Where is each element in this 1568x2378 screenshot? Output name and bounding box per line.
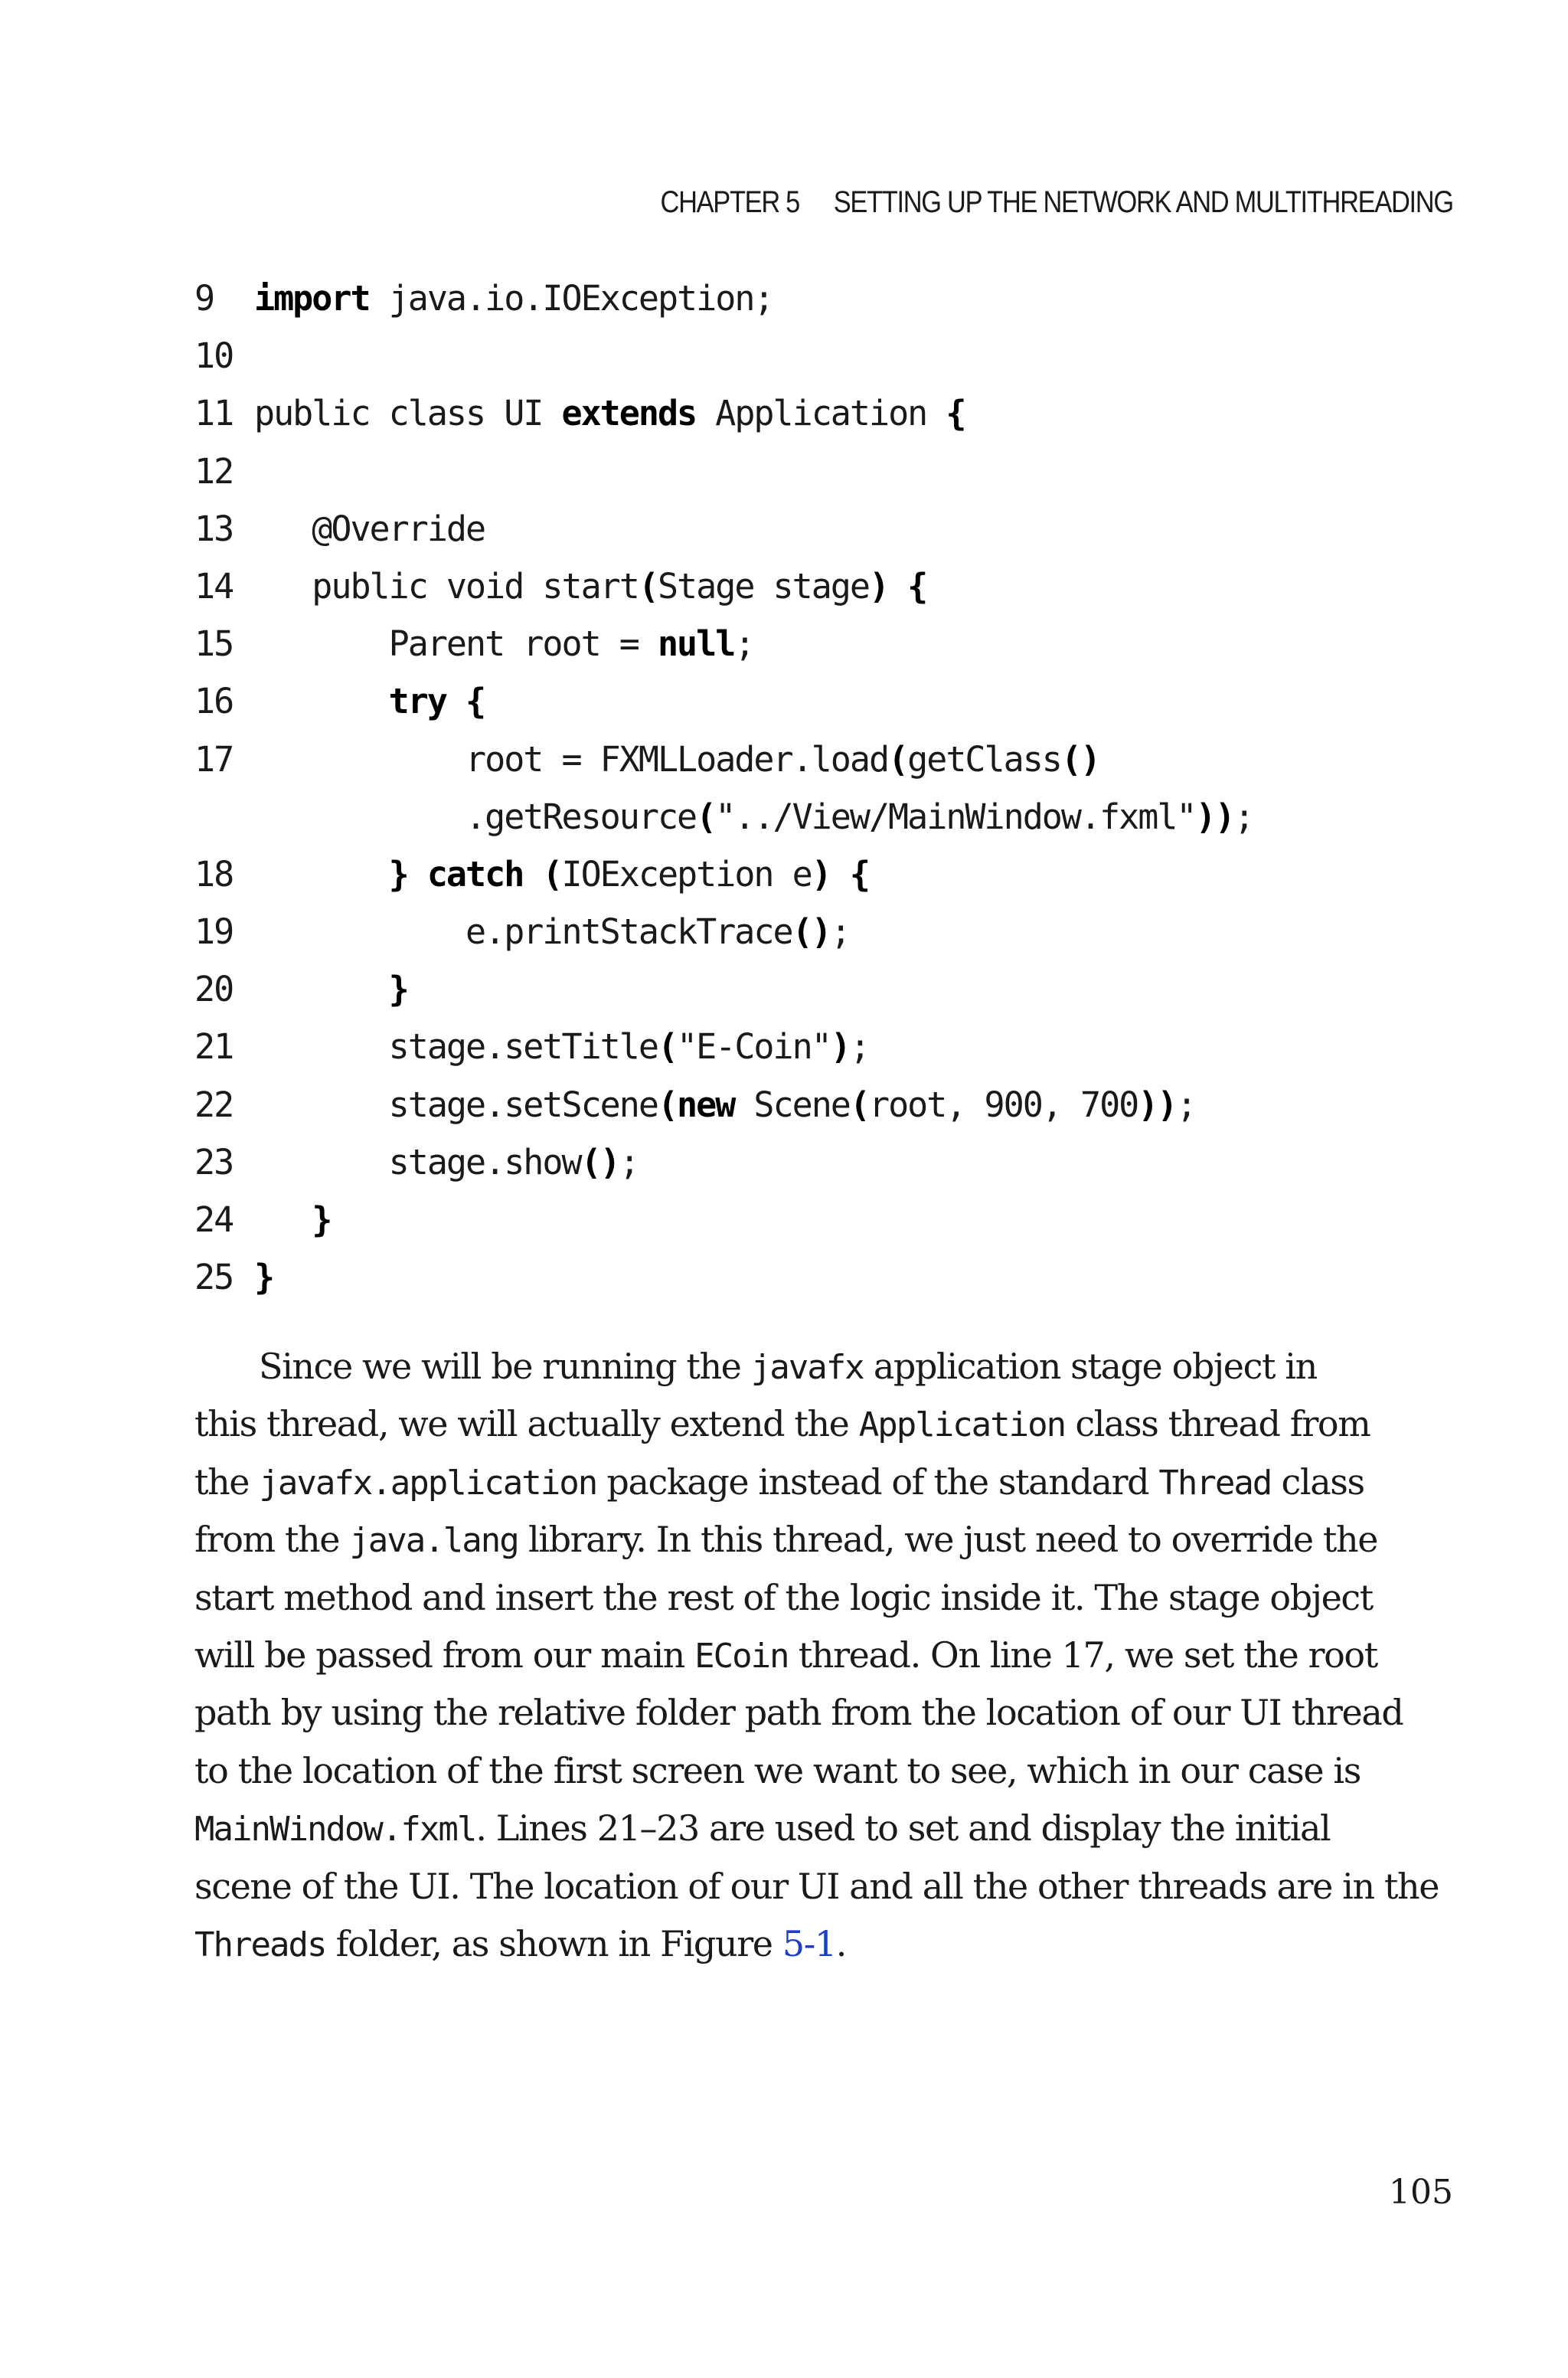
code-token: Scene [734, 1084, 850, 1125]
text-run: class [1271, 1460, 1364, 1503]
code-line [194, 960, 1496, 1018]
code-line [194, 327, 1496, 384]
line-number: 9 [194, 278, 214, 319]
text-run: Since we will be running the [259, 1346, 751, 1387]
code-line [194, 788, 1496, 846]
code-bracket: ( [657, 1026, 678, 1068]
code-token [254, 681, 389, 721]
code-bracket: { [466, 681, 485, 722]
text-run: to the location of the first screen we want to see, which in our case is [194, 1749, 1361, 1791]
line-number: 20 [194, 969, 234, 1010]
text-run: will be passed from our main [194, 1634, 695, 1676]
code-token: ; [1233, 796, 1253, 837]
code-bracket: } [254, 1257, 274, 1298]
code-bracket: ) [830, 1026, 850, 1068]
text-line [194, 1742, 1450, 1800]
line-number: 18 [194, 853, 234, 895]
code-text [254, 903, 850, 960]
line-number: 21 [194, 1026, 234, 1068]
code-text [254, 846, 869, 903]
page-number: 105 [1389, 2173, 1453, 2212]
text-line [194, 1511, 1450, 1568]
code-keyword: try [388, 681, 446, 722]
code-line [194, 1018, 1496, 1075]
code-line [194, 1191, 1496, 1248]
code-text [254, 270, 773, 327]
text-run: path by using the relative folder path from the location of our UI thread [194, 1692, 1403, 1734]
text-run: . [835, 1922, 846, 1964]
text-line [194, 1454, 1450, 1511]
code-token: Application [696, 393, 946, 434]
text-run: from the [194, 1519, 350, 1561]
code-bracket: ( [638, 565, 658, 607]
code-text [254, 615, 753, 672]
line-number: 24 [194, 1199, 234, 1240]
text-line [194, 1800, 1450, 1857]
line-number: 17 [194, 738, 234, 780]
code-text [254, 500, 485, 558]
code-bracket: } [388, 853, 408, 895]
text-run: folder, as shown in Figure [325, 1922, 782, 1964]
code-line [194, 731, 1496, 788]
chapter-title: SETTING UP THE NETWORK AND MULTITHREADING [833, 185, 1453, 219]
code-listing [194, 270, 1496, 1306]
line-number: 16 [194, 681, 234, 722]
code-token: root = FXMLLoader.load [254, 738, 889, 780]
code-token: java.io.IOException; [369, 278, 773, 319]
inline-code: MainWindow.fxml [194, 1810, 476, 1850]
code-text [254, 558, 926, 615]
line-number: 14 [194, 565, 234, 607]
code-text [254, 672, 485, 730]
code-text [254, 1248, 273, 1306]
line-number: 23 [194, 1141, 234, 1182]
code-bracket: ( [696, 796, 716, 837]
text-run: this thread, we will actually extend the [194, 1403, 859, 1445]
code-line [194, 443, 1496, 500]
code-token: ; [849, 1026, 869, 1068]
code-line [194, 270, 1496, 327]
code-token: Parent root = [254, 623, 658, 665]
text-run: scene of the UI. The location of our UI and all the other threads are in the [194, 1865, 1439, 1907]
code-token: ; [619, 1141, 639, 1182]
line-number: 25 [194, 1257, 234, 1298]
inline-code: Thread [1158, 1463, 1272, 1503]
code-keyword: import [254, 278, 370, 319]
code-keyword: new [677, 1084, 735, 1125]
code-token [254, 854, 389, 895]
code-token [254, 1199, 312, 1240]
code-text [254, 1018, 869, 1075]
line-number: 19 [194, 911, 234, 953]
code-token: stage.setTitle [254, 1026, 658, 1068]
code-token: ; [1176, 1084, 1196, 1125]
code-line [194, 903, 1496, 960]
text-line [194, 1915, 1450, 1973]
running-head [661, 185, 1453, 220]
code-token: ; [734, 623, 754, 665]
text-line [194, 1858, 1450, 1915]
code-line [194, 500, 1496, 558]
code-line [194, 1076, 1496, 1133]
line-number: 12 [194, 450, 234, 492]
text-line [194, 1338, 1450, 1395]
code-token: .getResource [254, 796, 697, 837]
code-text [254, 960, 408, 1018]
text-run: package instead of the standard [596, 1460, 1159, 1503]
inline-code: Threads [194, 1925, 326, 1964]
text-run: start method and insert the rest of the logic inside it. The stage object [194, 1576, 1373, 1618]
inline-code: java.lang [349, 1521, 518, 1561]
code-bracket: () [1060, 738, 1100, 780]
code-token [254, 969, 389, 1009]
code-token [408, 854, 427, 895]
code-token [523, 854, 542, 895]
text-run: class thread from [1065, 1403, 1370, 1445]
code-bracket: } [312, 1199, 332, 1240]
code-bracket: { [946, 393, 965, 434]
code-bracket: { [907, 565, 927, 607]
chapter-label: CHAPTER 5 [660, 185, 800, 219]
text-line [194, 1627, 1450, 1684]
code-line [194, 846, 1496, 903]
code-text [254, 1133, 639, 1191]
code-bracket: () [792, 911, 831, 953]
code-bracket: ) [868, 565, 889, 607]
code-token: Stage stage [657, 565, 869, 607]
code-keyword: catch [426, 853, 524, 895]
text-run: application stage object in [863, 1346, 1317, 1387]
code-bracket: ( [888, 738, 908, 780]
code-line [194, 615, 1496, 672]
code-token: @Override [254, 508, 485, 549]
code-token: public void start [254, 565, 639, 607]
figure-reference-link[interactable]: 5-1 [782, 1922, 836, 1964]
code-bracket: } [388, 969, 408, 1010]
inline-code: ECoin [694, 1636, 789, 1676]
code-line [194, 1248, 1496, 1306]
code-bracket: )) [1195, 796, 1234, 837]
inline-code: javafx.application [259, 1463, 597, 1503]
code-text [254, 1076, 1196, 1133]
code-bracket: ( [542, 853, 562, 895]
inline-code: Application [858, 1405, 1066, 1445]
code-token [888, 566, 907, 607]
code-keyword: extends [561, 393, 697, 434]
code-token [446, 681, 466, 721]
code-token: e.printStackTrace [254, 911, 792, 953]
code-line [194, 558, 1496, 615]
line-number: 10 [194, 335, 234, 377]
code-token: getClass [907, 738, 1061, 780]
text-run: library. In this thread, we just need to override the [518, 1519, 1378, 1561]
text-run: the [194, 1460, 260, 1503]
code-token: stage.setScene [254, 1084, 658, 1125]
line-number: 13 [194, 508, 234, 549]
text-line [194, 1569, 1450, 1627]
code-text [254, 384, 965, 442]
text-run: thread. On line 17, we set the root [788, 1634, 1377, 1676]
code-line [194, 384, 1496, 442]
code-token [831, 854, 850, 895]
code-bracket: ( [849, 1084, 869, 1125]
code-bracket: { [849, 853, 869, 895]
code-bracket: )) [1138, 1084, 1177, 1125]
code-line [194, 1133, 1496, 1191]
body-paragraph [194, 1338, 1450, 1973]
text-run: . Lines 21–23 are used to set and display the initial [475, 1807, 1331, 1850]
code-line [194, 672, 1496, 730]
code-bracket: ( [657, 1084, 678, 1125]
code-token: public class UI [254, 393, 562, 434]
text-line [194, 1395, 1450, 1453]
line-number: 22 [194, 1084, 234, 1125]
code-token: stage.show [254, 1141, 581, 1182]
line-number: 15 [194, 623, 234, 665]
code-bracket: ) [811, 853, 831, 895]
code-token: IOException e [561, 853, 812, 895]
code-token: root, 900, 700 [868, 1084, 1138, 1125]
code-token: "../View/MainWindow.fxml" [715, 796, 1196, 837]
code-token: "E-Coin" [677, 1026, 831, 1068]
code-text [254, 788, 1253, 846]
code-text [254, 731, 1099, 788]
code-token: ; [830, 911, 850, 953]
text-line [194, 1684, 1450, 1742]
code-bracket: () [580, 1141, 619, 1182]
code-keyword: null [657, 623, 735, 665]
line-number: 11 [194, 393, 234, 434]
inline-code: javafx [750, 1348, 864, 1387]
code-text [254, 1191, 331, 1248]
